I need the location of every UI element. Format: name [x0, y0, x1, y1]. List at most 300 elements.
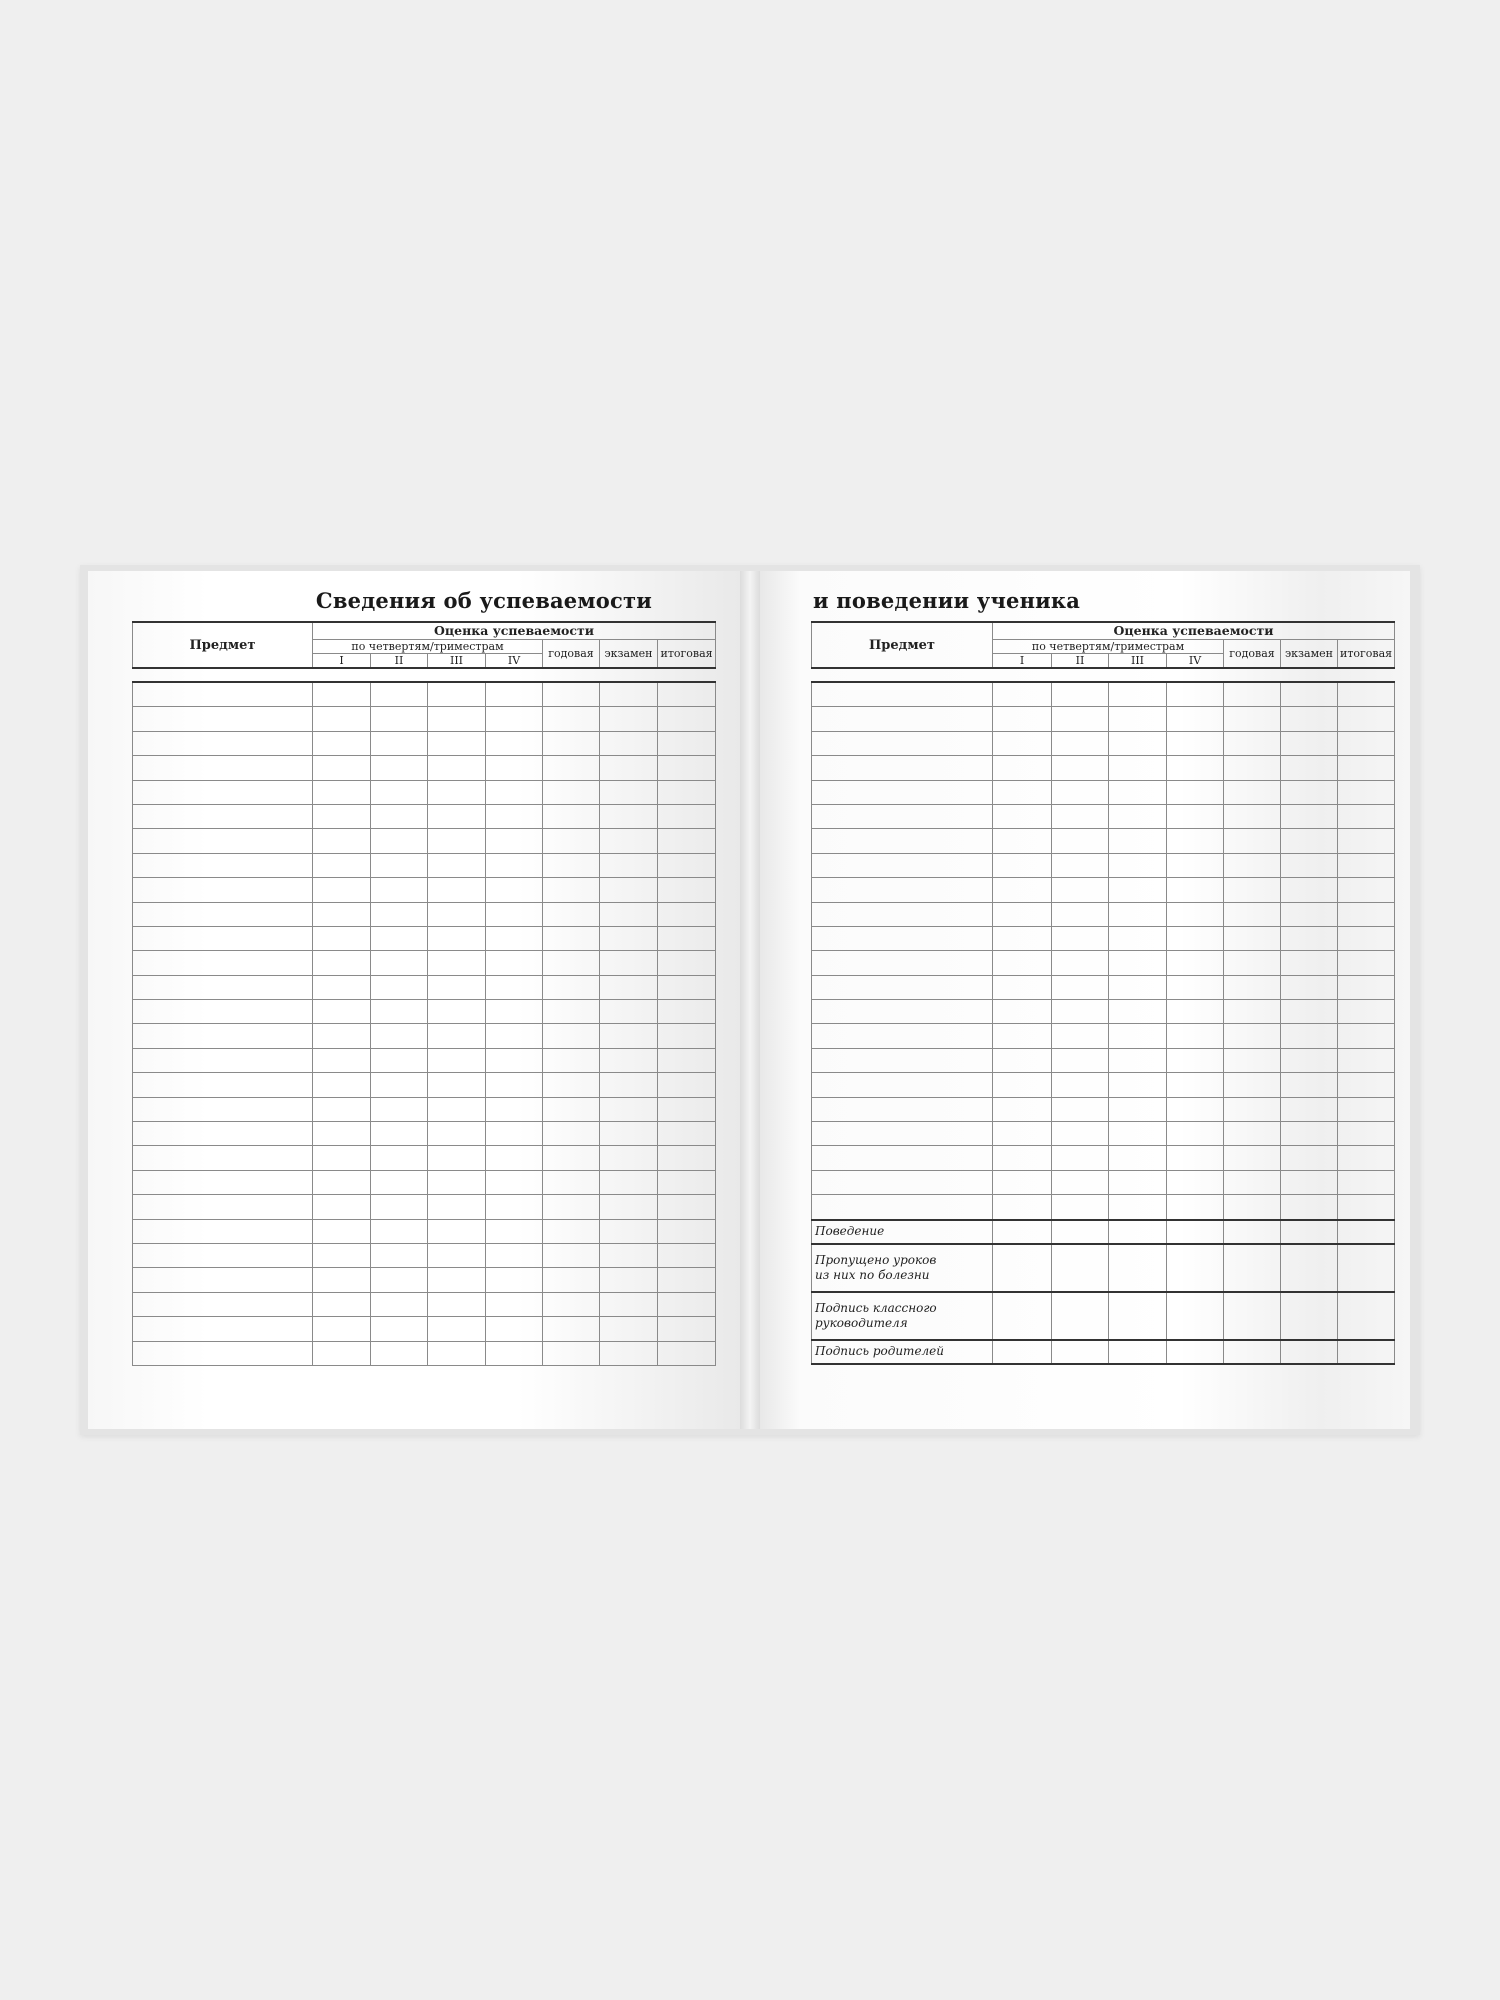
grade-cell[interactable] [371, 951, 428, 975]
grade-cell[interactable] [428, 1341, 486, 1365]
grade-cell[interactable] [993, 902, 1052, 926]
grade-cell[interactable] [1224, 902, 1281, 926]
grade-cell[interactable] [1052, 1292, 1109, 1340]
subject-cell[interactable] [812, 1024, 993, 1048]
grade-cell[interactable] [658, 853, 716, 877]
grade-cell[interactable] [371, 1243, 428, 1267]
grade-cell[interactable] [428, 804, 486, 828]
grade-cell[interactable] [1109, 682, 1167, 707]
grade-cell[interactable] [658, 878, 716, 902]
grade-cell[interactable] [371, 975, 428, 999]
grade-cell[interactable] [1167, 780, 1224, 804]
grade-cell[interactable] [313, 975, 371, 999]
grade-cell[interactable] [1167, 1170, 1224, 1194]
grade-cell[interactable] [371, 926, 428, 950]
grade-cell[interactable] [1109, 1073, 1167, 1097]
grade-cell[interactable] [486, 1170, 543, 1194]
grade-cell[interactable] [543, 682, 600, 707]
grade-cell[interactable] [543, 731, 600, 755]
grade-cell[interactable] [1052, 1097, 1109, 1121]
grade-cell[interactable] [1338, 1170, 1395, 1194]
grade-cell[interactable] [486, 1146, 543, 1170]
grade-cell[interactable] [1052, 1220, 1109, 1244]
subject-cell[interactable] [812, 902, 993, 926]
grade-cell[interactable] [1109, 951, 1167, 975]
grade-cell[interactable] [1281, 731, 1338, 755]
grade-cell[interactable] [1338, 707, 1395, 731]
grade-cell[interactable] [993, 1244, 1052, 1292]
subject-cell[interactable] [812, 951, 993, 975]
subject-cell[interactable] [812, 731, 993, 755]
subject-cell[interactable] [812, 926, 993, 950]
grade-cell[interactable] [1109, 926, 1167, 950]
grade-cell[interactable] [1052, 731, 1109, 755]
grade-cell[interactable] [371, 1000, 428, 1024]
grade-cell[interactable] [1052, 1170, 1109, 1194]
grade-cell[interactable] [486, 1195, 543, 1219]
subject-cell[interactable] [133, 1000, 313, 1024]
grade-cell[interactable] [371, 804, 428, 828]
grade-cell[interactable] [1224, 853, 1281, 877]
grade-cell[interactable] [486, 1024, 543, 1048]
grade-cell[interactable] [658, 975, 716, 999]
grade-cell[interactable] [1167, 731, 1224, 755]
grade-cell[interactable] [658, 926, 716, 950]
grade-cell[interactable] [1338, 1195, 1395, 1220]
grade-cell[interactable] [486, 1048, 543, 1072]
grade-cell[interactable] [371, 1195, 428, 1219]
grade-cell[interactable] [486, 682, 543, 707]
grade-cell[interactable] [543, 1146, 600, 1170]
grade-cell[interactable] [1281, 1073, 1338, 1097]
grade-cell[interactable] [600, 926, 658, 950]
grade-cell[interactable] [1281, 1340, 1338, 1364]
grade-cell[interactable] [428, 1073, 486, 1097]
grade-cell[interactable] [993, 926, 1052, 950]
grade-cell[interactable] [1167, 1220, 1224, 1244]
grade-cell[interactable] [658, 1000, 716, 1024]
grade-cell[interactable] [1224, 682, 1281, 707]
subject-cell[interactable] [812, 1195, 993, 1220]
grade-cell[interactable] [371, 1122, 428, 1146]
grade-cell[interactable] [1167, 756, 1224, 780]
subject-cell[interactable] [133, 1268, 313, 1292]
grade-cell[interactable] [600, 804, 658, 828]
grade-cell[interactable] [1338, 1340, 1395, 1364]
grade-cell[interactable] [658, 1146, 716, 1170]
grade-cell[interactable] [543, 1122, 600, 1146]
grade-cell[interactable] [1224, 780, 1281, 804]
grade-cell[interactable] [1281, 975, 1338, 999]
grade-cell[interactable] [600, 756, 658, 780]
grade-cell[interactable] [1109, 1220, 1167, 1244]
subject-cell[interactable] [133, 829, 313, 853]
grade-cell[interactable] [600, 1219, 658, 1243]
grade-cell[interactable] [313, 951, 371, 975]
grade-cell[interactable] [1281, 926, 1338, 950]
grade-cell[interactable] [428, 780, 486, 804]
grade-cell[interactable] [486, 926, 543, 950]
grade-cell[interactable] [1109, 1000, 1167, 1024]
grade-cell[interactable] [313, 780, 371, 804]
grade-cell[interactable] [371, 1073, 428, 1097]
grade-cell[interactable] [1338, 1024, 1395, 1048]
grade-cell[interactable] [658, 1048, 716, 1072]
grade-cell[interactable] [993, 1000, 1052, 1024]
grade-cell[interactable] [993, 1292, 1052, 1340]
grade-cell[interactable] [1109, 1340, 1167, 1364]
grade-cell[interactable] [428, 1146, 486, 1170]
grade-cell[interactable] [1052, 1340, 1109, 1364]
grade-cell[interactable] [1224, 951, 1281, 975]
grade-cell[interactable] [428, 1024, 486, 1048]
grade-cell[interactable] [543, 878, 600, 902]
grade-cell[interactable] [1052, 780, 1109, 804]
grade-cell[interactable] [600, 707, 658, 731]
grade-cell[interactable] [543, 1024, 600, 1048]
grade-cell[interactable] [543, 756, 600, 780]
grade-cell[interactable] [1167, 1024, 1224, 1048]
subject-cell[interactable] [812, 1097, 993, 1121]
grade-cell[interactable] [313, 926, 371, 950]
grade-cell[interactable] [1338, 878, 1395, 902]
grade-cell[interactable] [543, 1292, 600, 1316]
subject-cell[interactable] [812, 780, 993, 804]
grade-cell[interactable] [428, 1048, 486, 1072]
grade-cell[interactable] [313, 1146, 371, 1170]
grade-cell[interactable] [543, 1243, 600, 1267]
subject-cell[interactable] [133, 878, 313, 902]
grade-cell[interactable] [600, 1122, 658, 1146]
grade-cell[interactable] [428, 902, 486, 926]
grade-cell[interactable] [1338, 1073, 1395, 1097]
grade-cell[interactable] [658, 951, 716, 975]
grade-cell[interactable] [600, 1292, 658, 1316]
grade-cell[interactable] [658, 1170, 716, 1194]
grade-cell[interactable] [1281, 1000, 1338, 1024]
grade-cell[interactable] [1109, 1024, 1167, 1048]
grade-cell[interactable] [1281, 1244, 1338, 1292]
grade-cell[interactable] [600, 1024, 658, 1048]
grade-cell[interactable] [1109, 853, 1167, 877]
grade-cell[interactable] [543, 1170, 600, 1194]
grade-cell[interactable] [486, 1268, 543, 1292]
grade-cell[interactable] [486, 1292, 543, 1316]
grade-cell[interactable] [486, 731, 543, 755]
grade-cell[interactable] [1052, 1122, 1109, 1146]
grade-cell[interactable] [313, 829, 371, 853]
grade-cell[interactable] [1109, 804, 1167, 828]
grade-cell[interactable] [486, 1073, 543, 1097]
grade-cell[interactable] [993, 804, 1052, 828]
grade-cell[interactable] [1167, 1340, 1224, 1364]
grade-cell[interactable] [1167, 1292, 1224, 1340]
grade-cell[interactable] [1281, 1292, 1338, 1340]
grade-cell[interactable] [371, 1219, 428, 1243]
grade-cell[interactable] [1052, 1000, 1109, 1024]
grade-cell[interactable] [543, 1097, 600, 1121]
grade-cell[interactable] [600, 1170, 658, 1194]
subject-cell[interactable] [133, 731, 313, 755]
grade-cell[interactable] [1224, 731, 1281, 755]
grade-cell[interactable] [1224, 1122, 1281, 1146]
grade-cell[interactable] [1281, 1122, 1338, 1146]
grade-cell[interactable] [313, 1195, 371, 1219]
grade-cell[interactable] [313, 1122, 371, 1146]
grade-cell[interactable] [1167, 951, 1224, 975]
grade-cell[interactable] [993, 1340, 1052, 1364]
grade-cell[interactable] [1281, 707, 1338, 731]
grade-cell[interactable] [1052, 756, 1109, 780]
grade-cell[interactable] [428, 853, 486, 877]
grade-cell[interactable] [371, 1146, 428, 1170]
grade-cell[interactable] [993, 1146, 1052, 1170]
grade-cell[interactable] [993, 756, 1052, 780]
grade-cell[interactable] [993, 1024, 1052, 1048]
grade-cell[interactable] [658, 1195, 716, 1219]
grade-cell[interactable] [313, 878, 371, 902]
grade-cell[interactable] [658, 1097, 716, 1121]
grade-cell[interactable] [993, 951, 1052, 975]
grade-cell[interactable] [1052, 926, 1109, 950]
grade-cell[interactable] [1052, 804, 1109, 828]
grade-cell[interactable] [1167, 1195, 1224, 1220]
subject-cell[interactable] [133, 902, 313, 926]
grade-cell[interactable] [313, 1170, 371, 1194]
grade-cell[interactable] [1109, 1122, 1167, 1146]
grade-cell[interactable] [313, 902, 371, 926]
grade-cell[interactable] [313, 1219, 371, 1243]
grade-cell[interactable] [1052, 1244, 1109, 1292]
grade-cell[interactable] [371, 707, 428, 731]
grade-cell[interactable] [1338, 902, 1395, 926]
grade-cell[interactable] [993, 1195, 1052, 1220]
grade-cell[interactable] [1167, 1122, 1224, 1146]
subject-cell[interactable] [133, 1097, 313, 1121]
grade-cell[interactable] [1338, 731, 1395, 755]
grade-cell[interactable] [1281, 1024, 1338, 1048]
subject-cell[interactable] [812, 1146, 993, 1170]
grade-cell[interactable] [600, 682, 658, 707]
grade-cell[interactable] [993, 707, 1052, 731]
subject-cell[interactable] [133, 1073, 313, 1097]
grade-cell[interactable] [486, 804, 543, 828]
grade-cell[interactable] [658, 1317, 716, 1341]
grade-cell[interactable] [1224, 975, 1281, 999]
subject-cell[interactable] [133, 951, 313, 975]
grade-cell[interactable] [658, 682, 716, 707]
grade-cell[interactable] [1109, 1146, 1167, 1170]
grade-cell[interactable] [428, 731, 486, 755]
grade-cell[interactable] [1109, 902, 1167, 926]
grade-cell[interactable] [993, 1220, 1052, 1244]
grade-cell[interactable] [1281, 829, 1338, 853]
grade-cell[interactable] [371, 1317, 428, 1341]
grade-cell[interactable] [428, 756, 486, 780]
subject-cell[interactable] [133, 756, 313, 780]
subject-cell[interactable] [812, 975, 993, 999]
grade-cell[interactable] [600, 902, 658, 926]
grade-cell[interactable] [600, 951, 658, 975]
grade-cell[interactable] [486, 951, 543, 975]
grade-cell[interactable] [1109, 829, 1167, 853]
grade-cell[interactable] [1109, 1170, 1167, 1194]
grade-cell[interactable] [1224, 1340, 1281, 1364]
subject-cell[interactable] [133, 1024, 313, 1048]
grade-cell[interactable] [1167, 1048, 1224, 1072]
grade-cell[interactable] [428, 1243, 486, 1267]
grade-cell[interactable] [428, 1000, 486, 1024]
grade-cell[interactable] [1281, 1170, 1338, 1194]
grade-cell[interactable] [1224, 1195, 1281, 1220]
grade-cell[interactable] [1109, 1048, 1167, 1072]
grade-cell[interactable] [1052, 878, 1109, 902]
subject-cell[interactable] [812, 1048, 993, 1072]
grade-cell[interactable] [1109, 1244, 1167, 1292]
grade-cell[interactable] [1109, 756, 1167, 780]
grade-cell[interactable] [313, 1341, 371, 1365]
grade-cell[interactable] [543, 804, 600, 828]
grade-cell[interactable] [658, 829, 716, 853]
grade-cell[interactable] [543, 1000, 600, 1024]
grade-cell[interactable] [1224, 1220, 1281, 1244]
grade-cell[interactable] [1224, 707, 1281, 731]
grade-cell[interactable] [371, 682, 428, 707]
grade-cell[interactable] [600, 1268, 658, 1292]
subject-cell[interactable] [812, 1000, 993, 1024]
grade-cell[interactable] [313, 1243, 371, 1267]
grade-cell[interactable] [1224, 1097, 1281, 1121]
grade-cell[interactable] [1224, 926, 1281, 950]
grade-cell[interactable] [313, 1292, 371, 1316]
grade-cell[interactable] [1224, 804, 1281, 828]
grade-cell[interactable] [1109, 731, 1167, 755]
grade-cell[interactable] [1338, 1097, 1395, 1121]
grade-cell[interactable] [1167, 1244, 1224, 1292]
grade-cell[interactable] [658, 1268, 716, 1292]
grade-cell[interactable] [486, 1219, 543, 1243]
grade-cell[interactable] [1109, 1195, 1167, 1220]
grade-cell[interactable] [1338, 1146, 1395, 1170]
grade-cell[interactable] [1281, 878, 1338, 902]
grade-cell[interactable] [1224, 1292, 1281, 1340]
subject-cell[interactable] [133, 1219, 313, 1243]
grade-cell[interactable] [486, 853, 543, 877]
grade-cell[interactable] [486, 902, 543, 926]
grade-cell[interactable] [543, 975, 600, 999]
grade-cell[interactable] [993, 682, 1052, 707]
grade-cell[interactable] [428, 707, 486, 731]
grade-cell[interactable] [313, 682, 371, 707]
grade-cell[interactable] [600, 829, 658, 853]
grade-cell[interactable] [1338, 1292, 1395, 1340]
subject-cell[interactable] [133, 1292, 313, 1316]
grade-cell[interactable] [543, 780, 600, 804]
grade-cell[interactable] [1224, 1244, 1281, 1292]
grade-cell[interactable] [486, 829, 543, 853]
grade-cell[interactable] [658, 780, 716, 804]
grade-cell[interactable] [1338, 1000, 1395, 1024]
subject-cell[interactable] [812, 1170, 993, 1194]
subject-cell[interactable] [133, 975, 313, 999]
grade-cell[interactable] [486, 1122, 543, 1146]
grade-cell[interactable] [1281, 853, 1338, 877]
subject-cell[interactable] [133, 804, 313, 828]
grade-cell[interactable] [313, 707, 371, 731]
grade-cell[interactable] [1338, 975, 1395, 999]
subject-cell[interactable] [133, 1122, 313, 1146]
grade-cell[interactable] [993, 731, 1052, 755]
grade-cell[interactable] [1224, 878, 1281, 902]
subject-cell[interactable] [133, 1146, 313, 1170]
grade-cell[interactable] [1167, 902, 1224, 926]
subject-cell[interactable] [133, 926, 313, 950]
grade-cell[interactable] [313, 853, 371, 877]
grade-cell[interactable] [1167, 1146, 1224, 1170]
grade-cell[interactable] [1167, 829, 1224, 853]
grade-cell[interactable] [313, 731, 371, 755]
grade-cell[interactable] [371, 853, 428, 877]
grade-cell[interactable] [1109, 975, 1167, 999]
grade-cell[interactable] [313, 1097, 371, 1121]
grade-cell[interactable] [428, 1195, 486, 1219]
grade-cell[interactable] [486, 780, 543, 804]
grade-cell[interactable] [1281, 951, 1338, 975]
subject-cell[interactable] [812, 829, 993, 853]
grade-cell[interactable] [543, 707, 600, 731]
grade-cell[interactable] [428, 926, 486, 950]
grade-cell[interactable] [371, 902, 428, 926]
subject-cell[interactable] [812, 682, 993, 707]
grade-cell[interactable] [486, 1243, 543, 1267]
grade-cell[interactable] [1338, 829, 1395, 853]
grade-cell[interactable] [371, 1292, 428, 1316]
grade-cell[interactable] [486, 1317, 543, 1341]
grade-cell[interactable] [428, 1292, 486, 1316]
grade-cell[interactable] [1281, 1097, 1338, 1121]
grade-cell[interactable] [1338, 804, 1395, 828]
grade-cell[interactable] [1338, 951, 1395, 975]
grade-cell[interactable] [600, 878, 658, 902]
subject-cell[interactable] [133, 780, 313, 804]
grade-cell[interactable] [993, 853, 1052, 877]
grade-cell[interactable] [313, 1268, 371, 1292]
grade-cell[interactable] [1167, 926, 1224, 950]
subject-cell[interactable] [812, 756, 993, 780]
grade-cell[interactable] [486, 878, 543, 902]
grade-cell[interactable] [1224, 829, 1281, 853]
grade-cell[interactable] [371, 878, 428, 902]
grade-cell[interactable] [658, 902, 716, 926]
grade-cell[interactable] [1109, 780, 1167, 804]
grade-cell[interactable] [1052, 951, 1109, 975]
grade-cell[interactable] [313, 756, 371, 780]
grade-cell[interactable] [371, 1170, 428, 1194]
grade-cell[interactable] [371, 731, 428, 755]
grade-cell[interactable] [1109, 1097, 1167, 1121]
grade-cell[interactable] [1109, 707, 1167, 731]
grade-cell[interactable] [1224, 756, 1281, 780]
grade-cell[interactable] [371, 1048, 428, 1072]
grade-cell[interactable] [993, 878, 1052, 902]
grade-cell[interactable] [543, 1048, 600, 1072]
grade-cell[interactable] [993, 1048, 1052, 1072]
grade-cell[interactable] [1281, 682, 1338, 707]
grade-cell[interactable] [371, 1268, 428, 1292]
grade-cell[interactable] [371, 1341, 428, 1365]
grade-cell[interactable] [1281, 1048, 1338, 1072]
grade-cell[interactable] [600, 731, 658, 755]
